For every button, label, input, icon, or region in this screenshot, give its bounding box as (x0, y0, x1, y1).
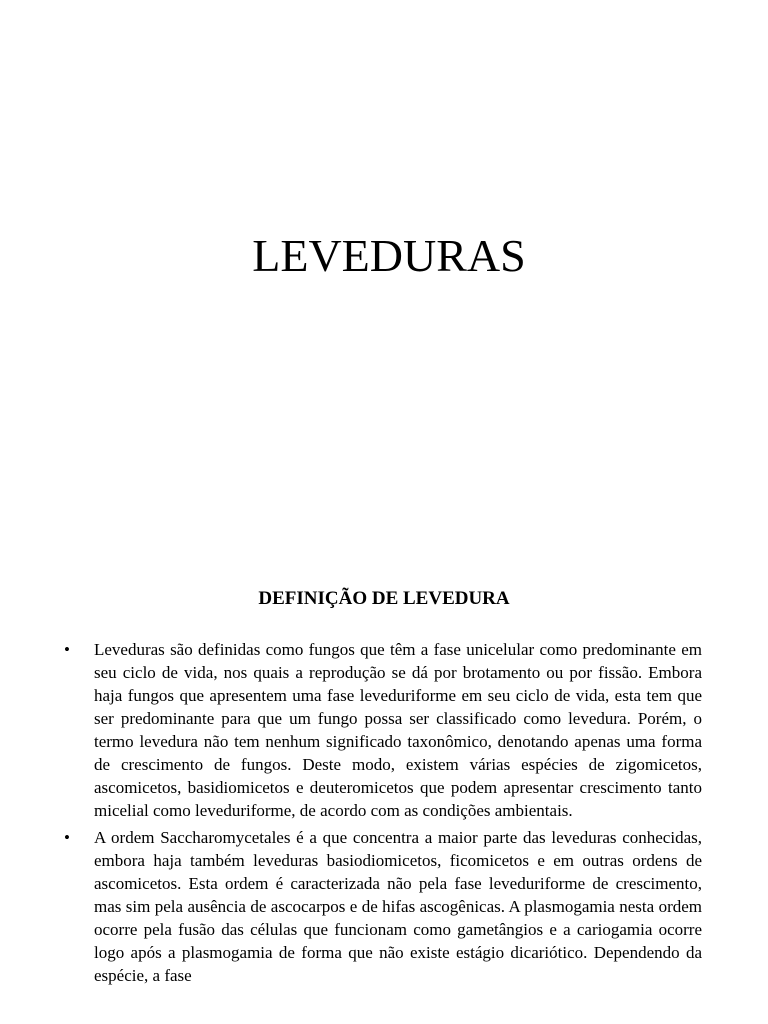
document-title: LEVEDURAS (252, 230, 526, 281)
bullet-icon: • (64, 828, 70, 847)
list-item (0, 826, 768, 987)
paragraph-text: Leveduras são definidas como fungos que têm a fase unicelular como predominante em seu ciclo de vida, nos quais a reprodução se dá por brotamento ou por fissão. Embora haja fungos que apresentem uma fase leveduriforme em seu ciclo de vida, esta tem que ser predominante para que um fungo possa ser classificado como levedura. Porém, o termo levedura não tem nenhum significado taxonômico, denotando apenas uma forma de crescimento de fungos. Deste modo, existem várias espécies de zigomicetos, ascomicetos, basidiomicetos e deuteromicetos que podem apresentar crescimento tanto micelial como leveduriforme, de acordo com as condições ambientais. (94, 640, 702, 820)
paragraph-text: A ordem Saccharomycetales é a que concentra a maior parte das leveduras conhecidas, embora haja também leveduras basiodiomicetos, ficomicetos e em outras ordens de ascomicetos. Esta ordem é caracterizada não pela fase leveduriforme de crescimento, mas sim pela ausência de ascocarpos e de hifas ascogênicas. A plasmogamia nesta ordem ocorre pela fusão das células que funcionam como gametângios e a cariogamia ocorre logo após a plasmogamia de forma que não existe estágio dicariótico. Dependendo da espécie, a fase (94, 828, 702, 985)
bullet-list (0, 638, 768, 991)
bullet-icon: • (64, 640, 70, 659)
section-heading: DEFINIÇÃO DE LEVEDURA (258, 588, 510, 609)
list-item (0, 638, 768, 822)
